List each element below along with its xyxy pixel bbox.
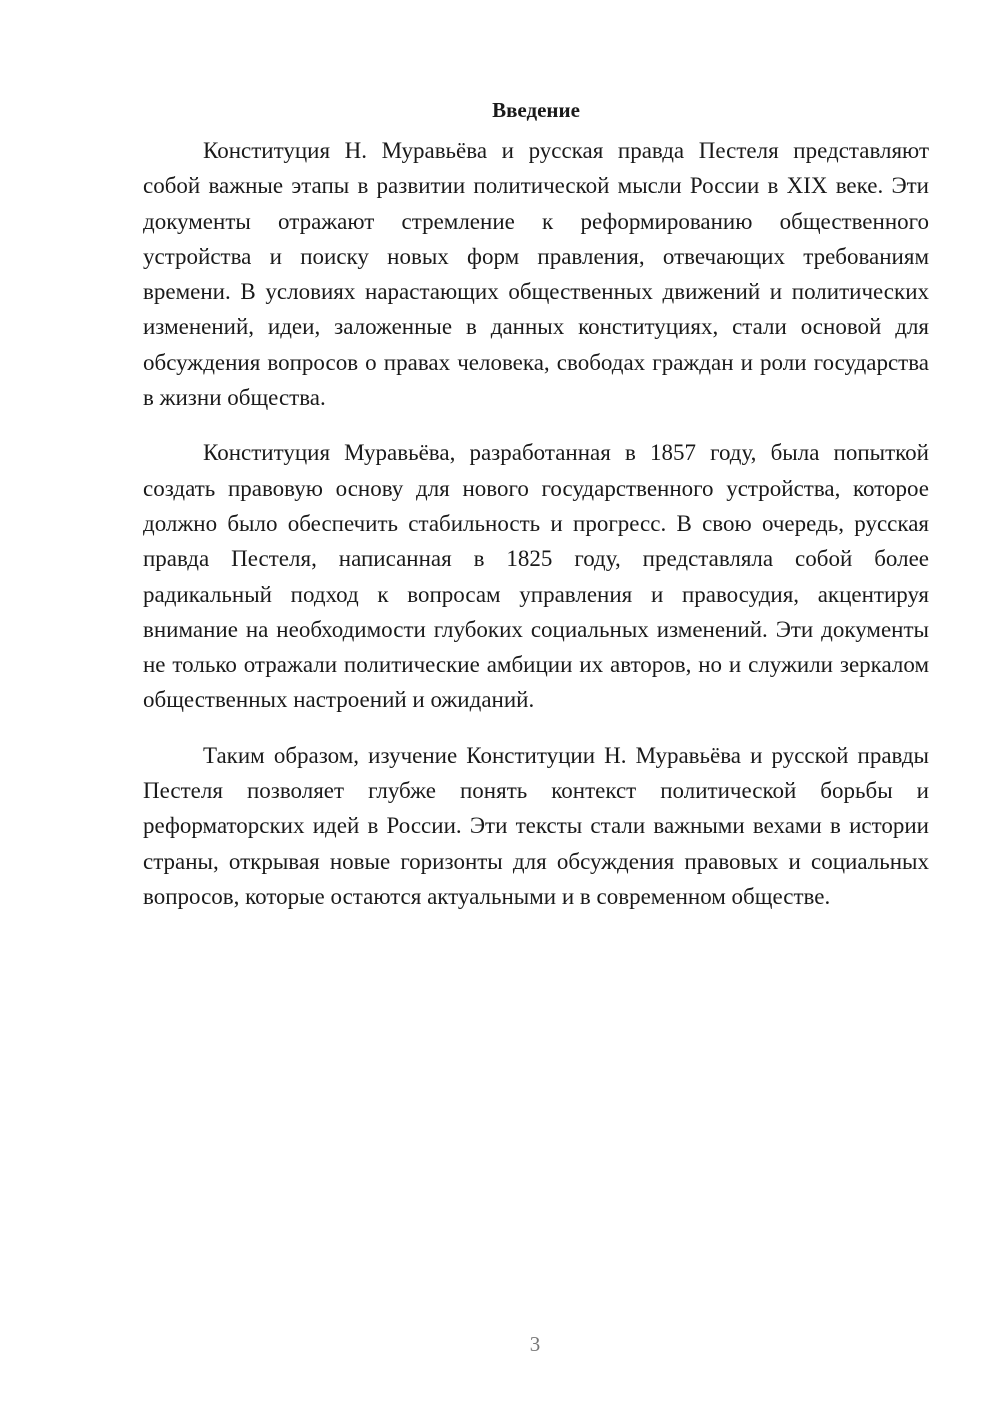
paragraph-3: Таким образом, изучение Конституции Н. Муравьёва и русской правды Пестеля позволяет глубже понять контекст политической борьбы и реформаторских идей в России. Эти тексты стали важными вехами в истории страны, открывая новые горизонты для обсуждения правовых и социальных вопросов, которые остаются актуальными и в современном обществе. [143, 742, 929, 909]
paragraph-2: Конституция Муравьёва, разработанная в 1857 году, была попыткой создать правовую основу для нового государственного устройства, которое должно было обеспечить стабильность и прогресс. В свою очередь, русская правда Пестеля, написанная в 1825 году, представляла собой более радикальный подход к вопросам управления и правосудия, акцентируя внимание на необходимости глубоких социальных изменений. Эти документы не только отражали политические амбиции их авторов, но и служили зеркалом общественных настроений и ожиданий. [143, 440, 929, 713]
page-number: 3 [529, 1332, 541, 1356]
section-heading: Введение [492, 98, 580, 122]
paragraph-1: Конституция Н. Муравьёва и русская правда Пестеля представляют собой важные этапы в развитии политической мысли России в XIX веке. Эти документы отражают стремление к реформированию общественного устройства и поиску новых форм правления, отвечающих требованиям времени. В условиях нарастающих общественных движений и политических изменений, идеи, заложенные в данных конституциях, стали основой для обсуждения вопросов о правах человека, свободах граждан и роли государства в жизни общества. [143, 138, 929, 411]
document-body [143, 92, 929, 934]
